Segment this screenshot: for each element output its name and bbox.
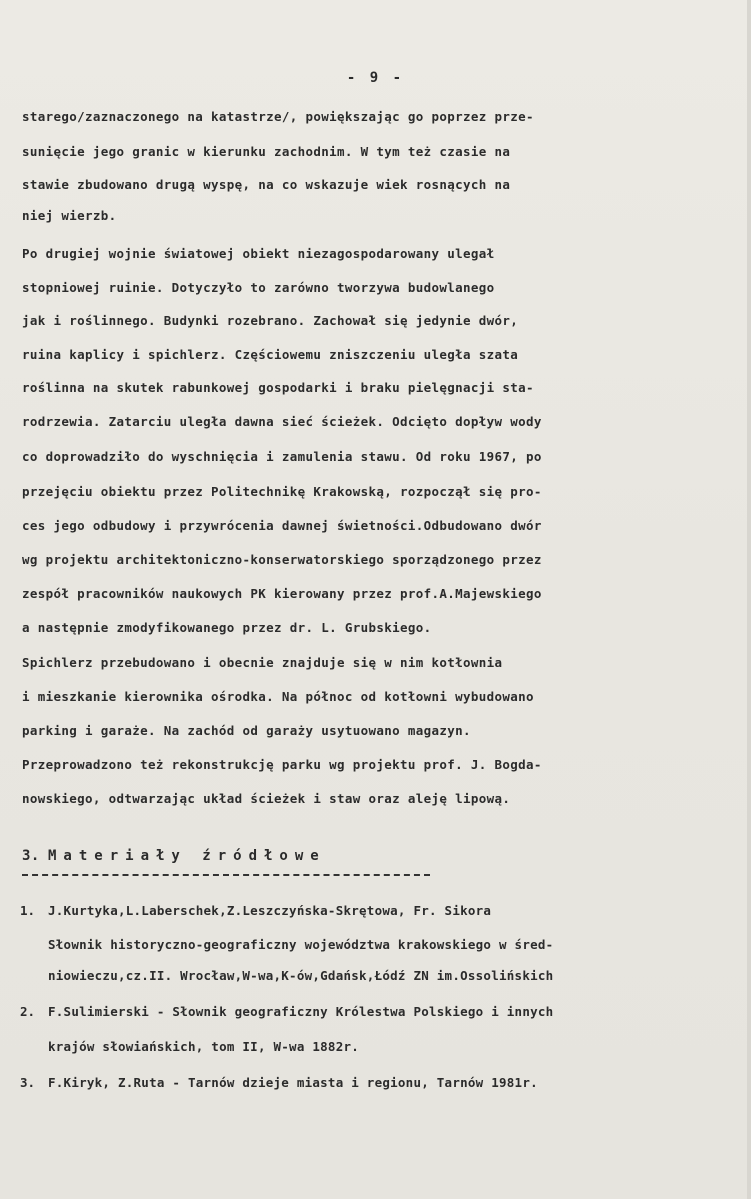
text-line: nowskiego, odtwarzając układ ścieżek i staw oraz aleję lipową. xyxy=(22,791,511,806)
text-line: co doprowadziło do wyschnięcia i zamulenia stawu. Od roku 1967, po xyxy=(22,449,542,464)
text-line: zespół pracowników naukowych PK kierowany przez prof.A.Majewskiego xyxy=(22,586,542,601)
reference-line: niowieczu,cz.II. Wrocław,W-wa,K-ów,Gdańsk,Łódź ZN im.Ossolińskich xyxy=(48,968,554,983)
text-line: i mieszkanie kierownika ośrodka. Na północ od kotłowni wybudowano xyxy=(22,689,534,704)
text-line: ruina kaplicy i spichlerz. Częściowemu zniszczeniu uległa szata xyxy=(22,347,519,362)
text-line: rodrzewia. Zatarciu uległa dawna sieć ścieżek. Odcięto dopływ wody xyxy=(22,414,542,429)
section-heading xyxy=(22,848,326,864)
section-number: 3. xyxy=(22,848,40,864)
reference-line: Słownik historyczno-geograficzny województwa krakowskiego w śred- xyxy=(48,937,554,952)
text-line: ces jego odbudowy i przywrócenia dawnej świetności.Odbudowano dwór xyxy=(22,518,542,533)
page-number: - 9 - xyxy=(346,70,405,86)
heading-underline xyxy=(22,874,430,876)
text-line: a następnie zmodyfikowanego przez dr. L. Grubskiego. xyxy=(22,620,432,635)
reference-line: J.Kurtyka,L.Laberschek,Z.Leszczyńska-Skrętowa, Fr. Sikora xyxy=(48,903,492,918)
reference-line: krajów słowiańskich, tom II, W-wa 1882r. xyxy=(48,1039,360,1054)
reference-line: F.Kiryk, Z.Ruta - Tarnów dzieje miasta i regionu, Tarnów 1981r. xyxy=(48,1075,538,1090)
reference-number: 3. xyxy=(20,1075,36,1090)
text-line: roślinna na skutek rabunkowej gospodarki i braku pielęgnacji sta- xyxy=(22,380,534,395)
reference-number: 2. xyxy=(20,1004,36,1019)
reference-line: F.Sulimierski - Słownik geograficzny Królestwa Polskiego i innych xyxy=(48,1004,554,1019)
text-line: Po drugiej wojnie światowej obiekt niezagospodarowany ulegał xyxy=(22,246,495,261)
text-line: przejęciu obiektu przez Politechnikę Krakowską, rozpoczął się pro- xyxy=(22,484,542,499)
text-line: stawie zbudowano drugą wyspę, na co wskazuje wiek rosnących na xyxy=(22,177,511,192)
text-line: jak i roślinnego. Budynki rozebrano. Zachował się jedynie dwór, xyxy=(22,313,519,328)
text-line: parking i garaże. Na zachód od garaży usytuowano magazyn. xyxy=(22,723,471,738)
section-title: Materiały źródłowe xyxy=(48,848,326,864)
text-line: sunięcie jego granic w kierunku zachodnim. W tym też czasie na xyxy=(22,144,511,159)
text-line: Przeprowadzono też rekonstrukcję parku wg projektu prof. J. Bogda- xyxy=(22,757,542,772)
text-line: starego/zaznaczonego na katastrze/, powiększając go poprzez prze- xyxy=(22,109,534,124)
reference-number: 1. xyxy=(20,903,36,918)
text-line: stopniowej ruinie. Dotyczyło to zarówno tworzywa budowlanego xyxy=(22,280,495,295)
text-line: wg projektu architektoniczno-konserwatorskiego sporządzonego przez xyxy=(22,552,542,567)
page-edge xyxy=(747,0,751,1199)
text-line: niej wierzb. xyxy=(22,208,117,223)
text-line: Spichlerz przebudowano i obecnie znajduje się w nim kotłownia xyxy=(22,655,503,670)
